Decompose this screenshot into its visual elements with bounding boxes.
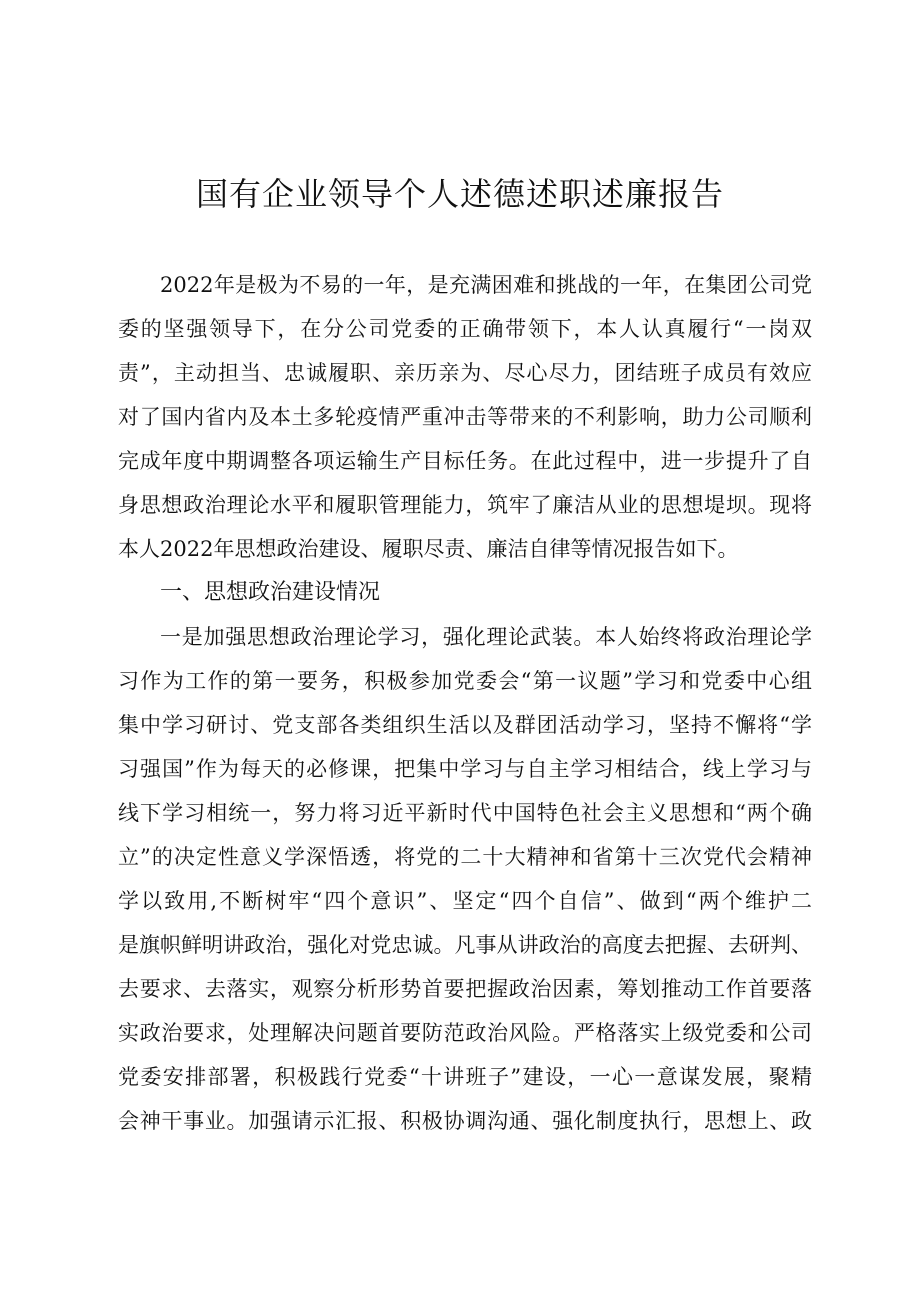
paragraph-line: 一是加强思想政治理论学习，强化理论武装。本人始终将政治理论学 — [160, 625, 812, 649]
paragraph-line: 对了国内省内及本土多轮疫情严重冲击等带来的不利影响，助力公司顺利 — [118, 405, 812, 429]
paragraph-line: 完成年度中期调整各项运输生产目标任务。在此过程中，进一步提升了自 — [118, 449, 812, 473]
paragraph-line: 本人2022年思想政治建设、履职尽责、廉洁自律等情况报告如下。 — [118, 537, 739, 561]
paragraph-line: 去要求、去落实，观察分析形势首要把握政治因素，筹划推动工作首要落 — [118, 977, 812, 1001]
paragraph-line: 学以致用,不断树牢“四个意识”、坚定“四个自信”、做到“两个维护二 — [118, 889, 812, 913]
paragraph-line: 立”的决定性意义学深悟透，将党的二十大精神和省第十三次党代会精神 — [118, 845, 812, 869]
paragraph-line: 身思想政治理论水平和履职管理能力，筑牢了廉洁从业的思想堤坝。现将 — [118, 493, 812, 517]
paragraph-line: 会神干事业。加强请示汇报、积极协调沟通、强化制度执行，思想上、政 — [118, 1109, 812, 1133]
paragraph-line: 实政治要求，处理解决问题首要防范政治风险。严格落实上级党委和公司 — [118, 1021, 812, 1045]
paragraph-line: 集中学习研讨、党支部各类组织生活以及群团活动学习，坚持不懈将“学 — [118, 713, 812, 737]
paragraph-line: 党委安排部署，积极践行党委“十讲班子”建设，一心一意谋发展，聚精 — [118, 1065, 812, 1089]
paragraph-line: 习作为工作的第一要务，积极参加党委会“第一议题”学习和党委中心组 — [118, 669, 812, 693]
paragraph-line: 是旗帜鲜明讲政治，强化对党忠诚。凡事从讲政治的高度去把握、去研判、 — [118, 933, 812, 957]
paragraph-line: 线下学习相统一，努力将习近平新时代中国特色社会主义思想和“两个确 — [118, 801, 812, 825]
document-title: 国有企业领导个人述德述职述廉报告 — [195, 175, 724, 213]
paragraph-line: 责”，主动担当、忠诚履职、亲历亲为、尽心尽力，团结班子成员有效应 — [118, 361, 812, 385]
section-heading: 一、思想政治建设情况 — [160, 580, 381, 605]
paragraph-line: 2022年是极为不易的一年，是充满困难和挑战的一年，在集团公司党 — [160, 273, 812, 297]
paragraph-line: 委的坚强领导下，在分公司党委的正确带领下，本人认真履行“一岗双 — [118, 317, 812, 341]
paragraph-line: 习强国”作为每天的必修课，把集中学习与自主学习相结合，线上学习与 — [118, 757, 812, 781]
